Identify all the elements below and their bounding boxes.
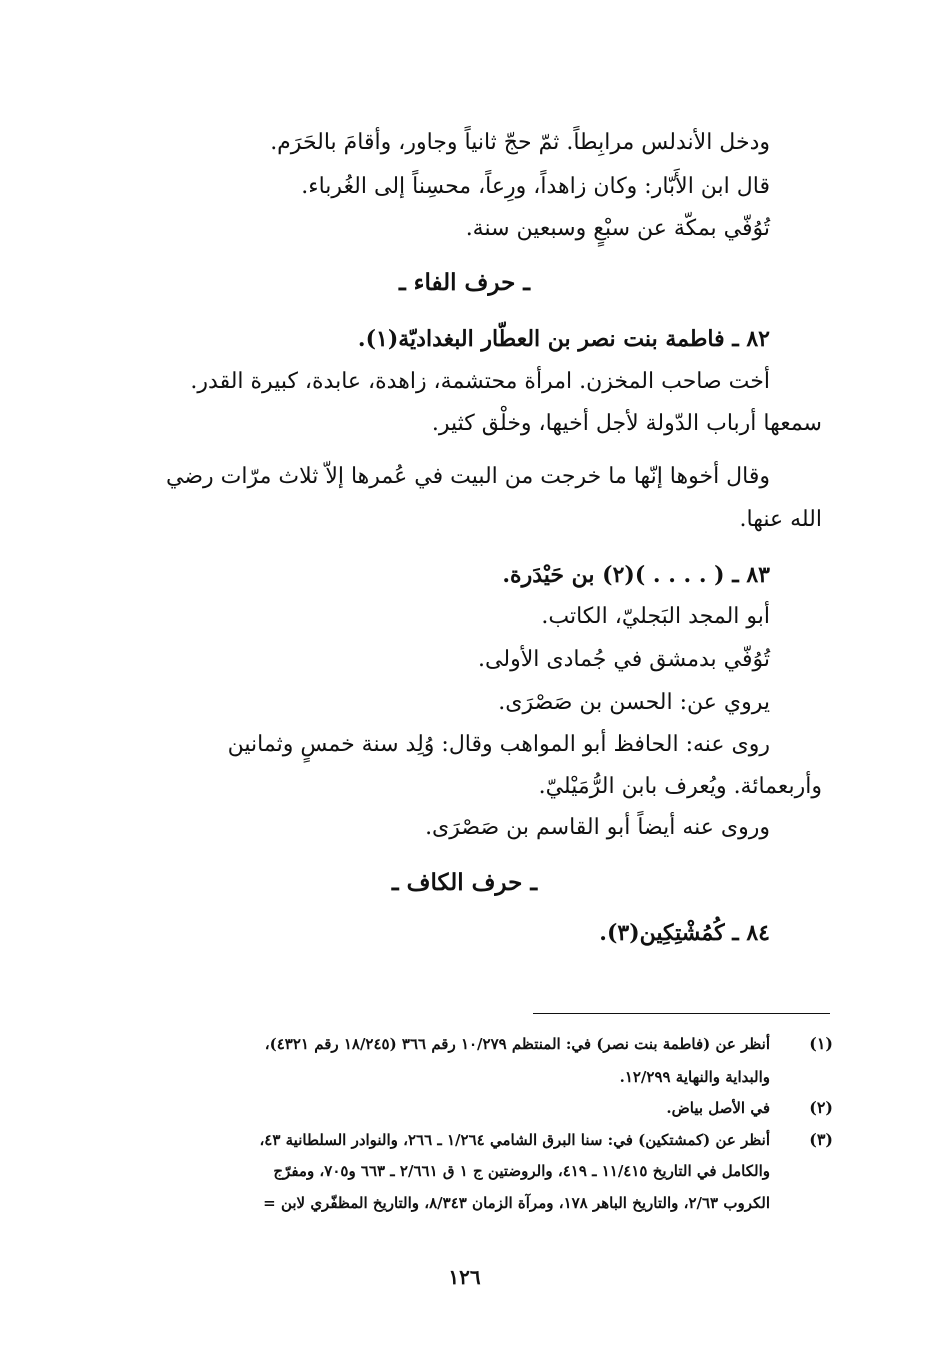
body-line-2: قال ابن الأَبّار: وكان زاهداً، ورِعاً، محسِناً إلى الغُرباء.	[301, 174, 770, 199]
entry-82-line-3: وقال أخوها إنّها ما خرجت من البيت في عُمرها إلاّ ثلاث مرّات رضي	[165, 464, 770, 489]
entry-84-heading: ٨٤ ـ كُمُشْتِكِين(٣).	[599, 920, 770, 946]
section-heading-kaf: ـ حرف الكاف ـ	[391, 869, 538, 896]
footnote-2-line-1: في الأصل بياض.	[666, 1099, 770, 1117]
entry-83-heading: ٨٣ ـ ( . . . . )(٢) بن حَيْدَرة.	[502, 562, 770, 588]
footnote-divider	[533, 1013, 830, 1014]
footnote-3-line-2: والكامل في التاريخ ١١/٤١٥ ـ ٤١٩، والروضتين ج ١ ق ٢/٦٦١ ـ ٦٦٣ و٧٠٥، ومفرّج	[273, 1162, 770, 1180]
entry-83-line-1: أبو المجد البَجليّ، الكاتب.	[541, 604, 770, 629]
footnote-1-line-1: أنظر عن (فاطمة بنت نصر) في: المنتظم ١٠/٢٧٩ رقم ٣٦٦ (١٨/٢٤٥ رقم ٤٣٢١)،	[264, 1035, 770, 1053]
page-number: ١٢٦	[448, 1265, 481, 1289]
entry-83-line-2: تُوُفّي بدمشق في جُمادى الأولى.	[478, 647, 770, 672]
body-line-1: ودخل الأندلس مرابِطاً. ثمّ حجّ ثانياً وجاور، وأقامَ بالحَرَم.	[270, 130, 770, 155]
footnote-2-number: (٢)	[809, 1098, 833, 1117]
footnote-3-line-3: الكروب ٢/٦٣، والتاريخ الباهر ١٧٨، ومرآة الزمان ٨/٣٤٣، والتاريخ المظفّري لابن =	[263, 1194, 770, 1212]
entry-83-line-5: وأربعمائة. ويُعرف بابن الرُّمَيْليّ.	[538, 774, 822, 799]
entry-83-line-3: يروي عن: الحسن بن صَصْرَى.	[498, 690, 770, 715]
section-heading-fa: ـ حرف الفاء ـ	[398, 269, 531, 296]
footnote-3-number: (٣)	[809, 1130, 833, 1149]
entry-83-line-4: روى عنه: الحافظ أبو المواهب وقال: وُلِد سنة خمسٍ وثمانين	[227, 732, 770, 757]
entry-82-line-2: سمعها أرباب الدّولة لأجل أخيها، وخلْق كثير.	[431, 411, 822, 436]
body-line-3: تُوُفّي بمكّة عن سبْعٍ وسبعين سنة.	[465, 216, 770, 241]
entry-82-line-1: أخت صاحب المخزن. امرأة محتشمة، زاهدة، عابدة، كبيرة القدر.	[190, 369, 770, 394]
entry-82-heading: ٨٢ ـ فاطمة بنت نصر بن العطّار البغداديّة(١).	[357, 326, 770, 352]
footnote-1-number: (١)	[809, 1034, 833, 1053]
footnote-1-line-2: والبداية والنهاية ١٢/٢٩٩.	[619, 1068, 770, 1086]
footnote-3-line-1: أنظر عن (كمشتكين) في: سنا البرق الشامي ١/٢٦٤ ـ ٢٦٦، والنوادر السلطانية ٤٣،	[259, 1131, 770, 1149]
entry-83-line-6: وروى عنه أيضاً أبو القاسم بن صَصْرَى.	[425, 815, 770, 840]
entry-82-line-4: الله عنها.	[739, 507, 822, 532]
